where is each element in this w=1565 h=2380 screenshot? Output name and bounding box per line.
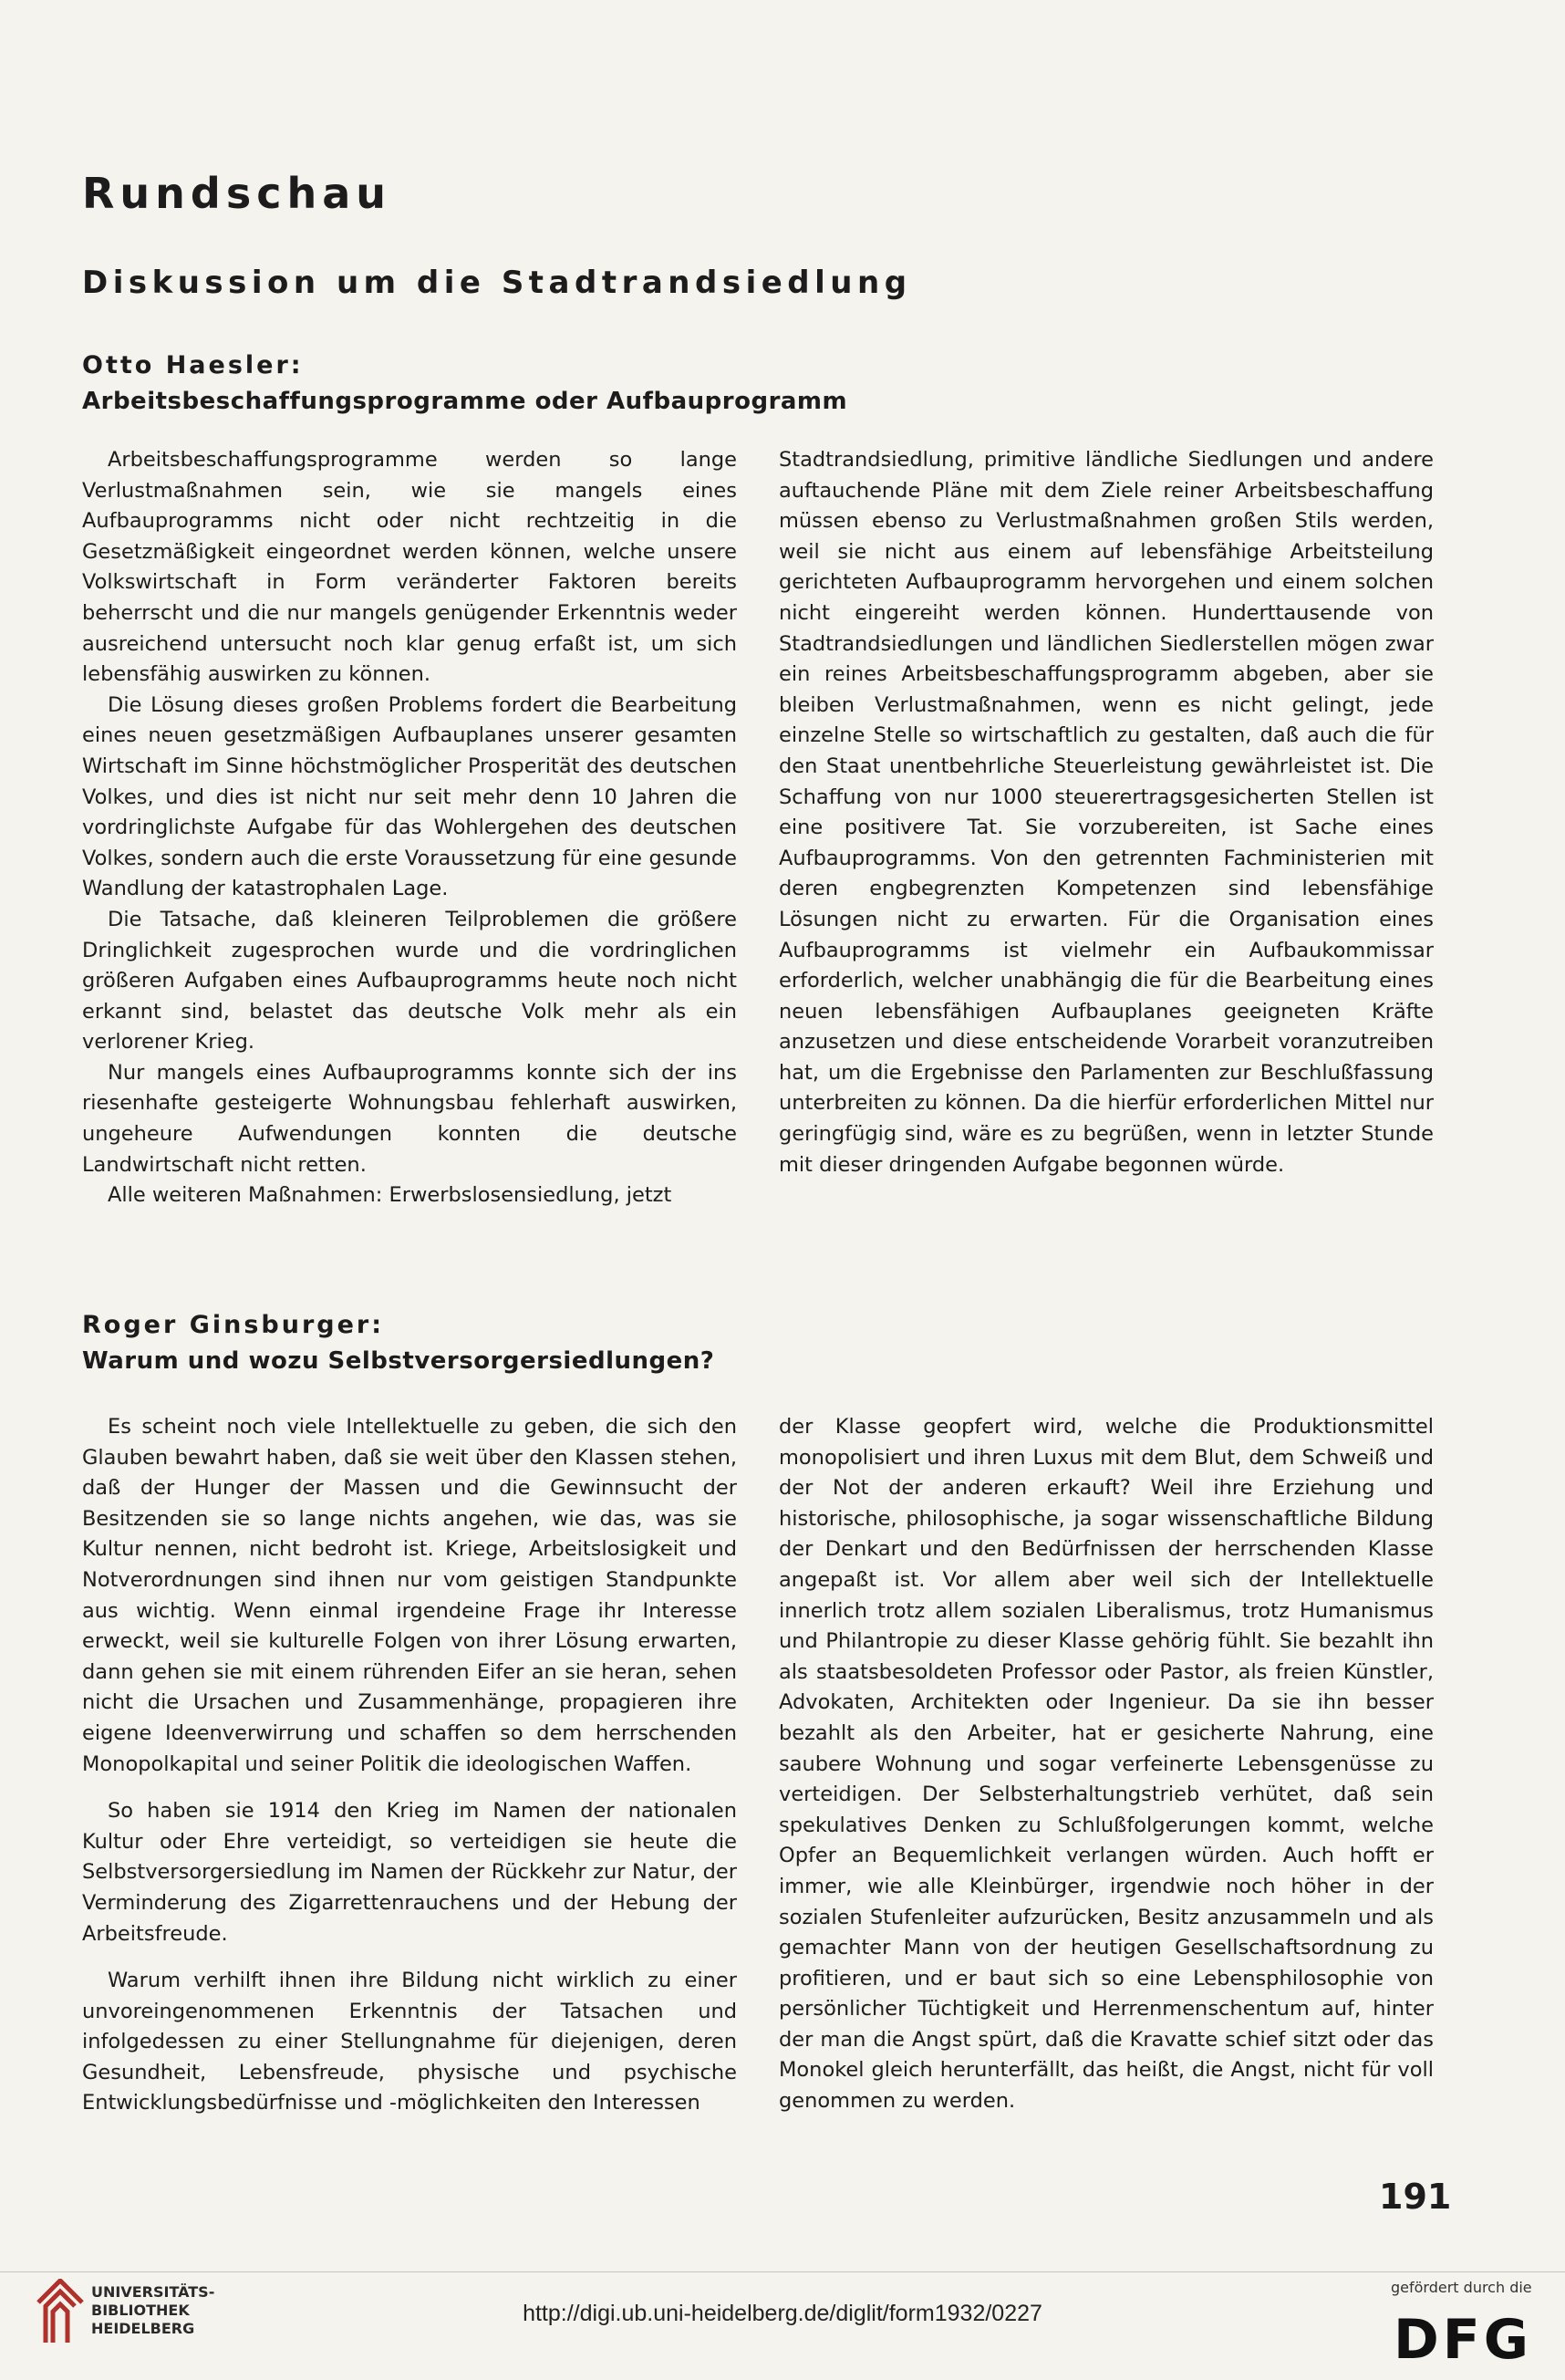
library-name-line: HEIDELBERG <box>91 2320 195 2337</box>
article2-left-column <box>82 1412 737 2119</box>
paragraph: Nur mangels eines Aufbauprogramms konnte sich der ins riesenhafte gesteigerte Wohnungsbau fehlerhaft auswirken, ungeheure Aufwendungen konnten die deutsche Landwirtschaft nicht retten. <box>82 1060 737 1177</box>
paragraph: Die Tatsache, daß kleineren Teilproblemen die größere Dringlichkeit zugesprochen wurde und die vordringlichen größeren Aufgaben eines Aufbauprogramms heute noch nicht erkannt sind, belastet das deutsche Volk mehr als ein verlorener Krieg. <box>82 907 737 1055</box>
page-number: 191 <box>1379 2177 1452 2217</box>
dfg-logo: DFG <box>1394 2308 1533 2372</box>
paragraph: der Klasse geopfert wird, welche die Produktionsmittel monopolisiert und ihren Luxus mit dem Blut, dem Schweiß und der Not der anderen erkauft? Weil ihre Erziehung und historische, philosophische, ja sogar wissenschaftliche Bildung der Denkart und den Bedürfnissen der herrschenden Klasse angepaßt ist. Vor allem aber weil sich der Intellektuelle innerlich trotz allem sozialen Liberalismus, trotz Humanismus und Philantropie zu dieser Klasse gehörig fühlt. Sie bezahlt ihn als staatsbesoldeten Professor oder Pastor, als freien Künstler, Advokaten, Architekten oder Ingenieur. Da sie ihn besser bezahlt als den Arbeiter, hat er gesicherte Nahrung, eine saubere Wohnung und sogar verfeinerte Lebensgenüsse zu verteidigen. Der Selbsterhaltungstrieb verhütet, daß sein spekulatives Denken zu Schlußfolgerungen kommt, welche Opfer an Bequemlichkeit verlangen würden. Auch hofft er immer, wie alle Kleinbürger, irgendwie noch höher in der sozialen Stufenleiter aufzurücken, Besitz anzusammeln und als gemachter Mann von der heutigen Gesellschaftsordnung zu profitieren, und er baut sich so eine Lebensphilosophie von persönlicher Tüchtigkeit und Herrenmenschentum auf, hinter der man die Angst spürt, daß die Kravatte schief sitzt oder das Monokel gleich herunterfällt, das heißt, die Angst, nicht für voll genommen zu werden. <box>779 1415 1434 2114</box>
paragraph: Stadtrandsiedlung, primitive ländliche Siedlungen und andere auftauchende Pläne mit dem Ziele reiner Arbeitsbeschaffung müssen ebenso zu Verlustmaßnahmen großen Stils werden, weil sie nicht aus einem auf lebensfähige Arbeitsteilung gerichteten Aufbauprogramm hervorgehen und einem solchen nicht eingereiht werden können. Hunderttausende von Stadtrandsiedlungen und ländlichen Siedlerstellen mögen zwar ein reines Arbeitsbeschaffungsprogramm abgeben, aber sie bleiben Verlustmaßnahmen, wenn es nicht gelingt, jede einzelne Stelle so wirtschaftlich zu gestalten, daß auch die für den Staat unentbehrliche Steuerleistung gewährleistet ist. Die Schaffung von nur 1000 steuerertragsgesicherten Stellen ist eine positivere Tat. Sie vorzubereiten, ist Sache eines Aufbauprogramms. Von den getrennten Fachministerien mit deren engbegrenzten Kompetenzen sind lebensfähige Lösungen nicht zu erwarten. Für die Organisation eines Aufbauprogramms ist vielmehr ein Aufbaukommissar erforderlich, welcher unabhängig die für die Bearbeitung eines neuen lebensfähigen Aufbauplanes geeigneten Kräfte anzusetzen und diese entscheidende Vorarbeit voranzutreiben hat, um die Ergebnisse den Parlamenten zur Beschlußfassung unterbreiten zu können. Da die hierfür erforderlichen Mittel nur geringfügig sind, wäre es zu begrüßen, wenn in letzter Stunde mit dieser dringenden Aufgabe begonnen würde. <box>779 448 1434 1177</box>
paragraph: Warum verhilft ihnen ihre Bildung nicht wirklich zu einer unvoreingenommenen Erkenntnis der Tatsachen und infolgedessen zu einer Stellungnahme für diejenigen, deren Gesundheit, Lebensfreude, physische und psychische Entwicklungsbedürfnisse und -möglichkeiten den Interessen <box>82 1969 737 2115</box>
library-name-line: UNIVERSITÄTS- <box>91 2283 215 2301</box>
funded-by-label: gefördert durch die <box>1391 2279 1532 2296</box>
subtitle-haesler: Arbeitsbeschaffungsprogramme oder Aufbauprogramm <box>82 388 848 415</box>
source-url-link[interactable]: http://digi.ub.uni-heidelberg.de/diglit/form1932/0227 <box>523 2301 1042 2326</box>
article1-left-column <box>82 445 737 1211</box>
article-title: Diskussion um die Stadtrandsiedlung <box>82 265 912 301</box>
author-haesler: Otto Haesler: <box>82 351 304 379</box>
paragraph: So haben sie 1914 den Krieg im Namen der nationalen Kultur oder Ehre verteidigt, so verteidigen sie heute die Selbstversorgersiedlung im Namen der Rückkehr zur Natur, der Verminderung des Zigarrettenrauchens und der Hebung der Arbeitsfreude. <box>82 1799 737 1946</box>
section-title: Rundschau <box>82 169 392 218</box>
paragraph: Arbeitsbeschaffungsprogramme werden so lange Verlustmaßnahmen sein, wie sie mangels eines Aufbauprogramms nicht oder nicht rechtzeitig in die Gesetzmäßigkeit eingeordnet werden können, welche unsere Volkswirtschaft in Form veränderter Faktoren bereits beherrscht und die nur mangels genügender Erkenntnis weder ausreichend untersucht noch klar genug erfaßt ist, um sich lebensfähig auswirken zu können. <box>82 448 737 687</box>
author-ginsburger: Roger Ginsburger: <box>82 1311 385 1339</box>
article2-right-column <box>779 1412 1434 2117</box>
footer-divider <box>0 2271 1565 2272</box>
paragraph: Alle weiteren Maßnahmen: Erwerbslosensiedlung, jetzt <box>108 1183 672 1208</box>
paragraph: Es scheint noch viele Intellektuelle zu geben, die sich den Glauben bewahrt haben, daß sie weit über den Klassen stehen, daß der Hunger der Massen und die Gewinnsucht der Besitzenden sie so lange nichts angehen, wie das, was sie Kultur nennen, nicht bedroht ist. Kriege, Arbeitslosigkeit und Notverordnungen sind ihnen nur vom geistigen Standpunkte aus wichtig. Wenn einmal irgendeine Frage ihr Interesse erweckt, weil sie kulturelle Folgen von ihrer Lösung erwarten, dann gehen sie mit einem rührenden Eifer an sie heran, sehen nicht die Ursachen und Zusammenhänge, propagieren ihre eigene Ideenverwirrung und schaffen so dem herrschenden Monopolkapital und seiner Politik die ideologischen Waffen. <box>82 1415 737 1776</box>
library-name-line: BIBLIOTHEK <box>91 2302 190 2319</box>
subtitle-ginsburger: Warum und wozu Selbstversorgersiedlungen? <box>82 1347 715 1375</box>
paragraph: Die Lösung dieses großen Problems fordert die Bearbeitung eines neuen gesetzmäßigen Aufbauplanes unserer gesamten Wirtschaft im Sinne höchstmöglicher Prosperität des deutschen Volkes, und dies ist nicht nur seit mehr denn 10 Jahren die vordringlichste Aufgabe für das Wohlergehen des deutschen Volkes, sondern auch die erste Voraussetzung für eine gesunde Wandlung der katastrophalen Lage. <box>82 692 737 901</box>
article1-right-column <box>779 445 1434 1180</box>
